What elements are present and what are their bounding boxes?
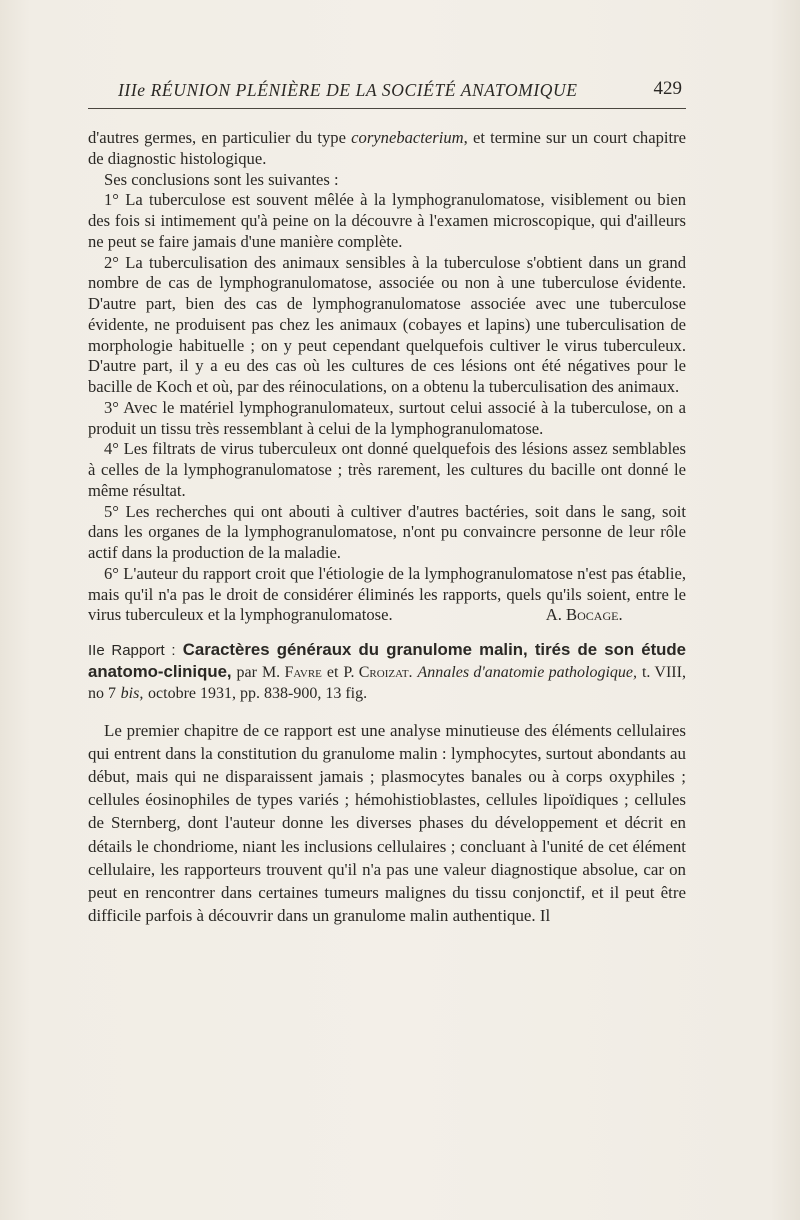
- page-body: [88, 128, 686, 927]
- conclusions-intro: Ses conclusions sont les suivantes :: [104, 169, 339, 189]
- conclusion-6: 6° L'auteur du rapport croit que l'étiologie de la lymphogranulomatose n'est pas établie, mais qu'il n'a pas le droit de considérer éliminés les rapports, quels qu'ils soient, entre le virus tuberculeux et la lymphogranulomatose. A. Bocage.: [88, 563, 686, 625]
- rapport-author-1: M. Favre: [261, 663, 322, 681]
- rapport-author-2: P. Croizat.: [343, 663, 413, 681]
- rapport-label: IIe Rapport :: [88, 642, 176, 659]
- rapport-details: octobre 1931, pp. 838-900, 13 fig.: [148, 685, 368, 702]
- signature: A. Bocage.: [545, 605, 623, 625]
- rapport-et: et: [326, 663, 339, 681]
- rapport-par: par: [236, 663, 257, 681]
- running-title: IIIe RÉUNION PLÉNIÈRE DE LA SOCIÉTÉ ANATOMIQUE: [118, 80, 578, 100]
- rapport-volume: t. VIII, no 7: [88, 663, 686, 702]
- analysis-paragraph: Le premier chapitre de ce rapport est une analyse minutieuse des éléments cellulaires qui entrent dans la constitution du granulome malin : lymphocytes, surtout abondants au début, mais qui ne disparaissent jamais ; plasmocytes banales ou à corps oxyphiles ; cellules éosinophiles de types variés ; hémohistioblastes, cellules lipoïdiques ; cellules de Sternberg, dont l'auteur donne les diverses phases du développement et décrit en détails le chondriome, niant les inclusions cellulaires ; concluant à l'unité de cet élément cellulaire, les rapporteurs trouvent qu'il n'a pas une valeur diagnostique absolue, car on peut en rencontrer dans certaines tumeurs malignes du tissu conjonctif, et il peut être difficile parfois à découvrir dans un granulome malin authentique. Il: [88, 720, 686, 926]
- conclusion-5: 5° Les recherches qui ont abouti à cultiver d'autres bactéries, soit dans le sang, soit dans les organes de la lymphogranulomatose, n'ont pu convaincre personne de leur rôle actif dans la production de la maladie.: [88, 501, 686, 562]
- conclusion-1: 1° La tuberculose est souvent mêlée à la lymphogranulomatose, visiblement ou bien des fois si intimement qu'à peine on la découvre à l'examen microscopique, qui d'ailleurs ne peut se faire jamais d'une manière complète.: [88, 190, 686, 251]
- page-number: 429: [653, 78, 682, 99]
- rapport-heading: [88, 640, 686, 705]
- rapport-journal: Annales d'anatomie pathologique,: [417, 663, 638, 681]
- conclusion-3: 3° Avec le matériel lymphogranulomateux, surtout celui associé à la tuberculose, on a produit un tissu très ressemblant à celui de la lymphogranulomatose.: [88, 397, 686, 438]
- paragraph-continuation: d'autres germes, en particulier du type corynebacterium, et termine sur un court chapitre de diagnostic histologique.: [88, 128, 686, 168]
- conclusion-2: 2° La tuberculisation des animaux sensibles à la tuberculose s'obtient dans un grand nombre de cas de lymphogranulomatose, associée ou non à une tuberculose évidente. D'autre part, bien des cas de lymphogranulomatose associée avec une tuberculose évidente, ne produisent pas chez les animaux (cobayes et lapins) une tuberculisation de morphologie habituelle ; on y peut cependant quelquefois cultiver le virus tuberculeux. D'autre part, il y a eu des cas où les cultures de ces lésions ont été négatives pour le bacille de Koch et où, par des réinoculations, on a obtenu la tuberculisation des animaux.: [88, 252, 686, 396]
- rapport-bis: bis,: [120, 685, 144, 702]
- favre-summary: [88, 719, 686, 928]
- rapport-title: Caractères généraux du granulome malin, tirés de son étude anatomo-clinique,: [88, 640, 687, 681]
- running-header: [88, 78, 686, 109]
- genus-name: corynebacterium: [351, 128, 464, 147]
- conclusion-4: 4° Les filtrats de virus tuberculeux ont donné quelquefois des lésions assez semblables à celles de la lymphogranulomatose ; très rarement, les cultures du bacille ont donné le même résultat.: [88, 439, 686, 500]
- bocage-summary: [88, 128, 686, 626]
